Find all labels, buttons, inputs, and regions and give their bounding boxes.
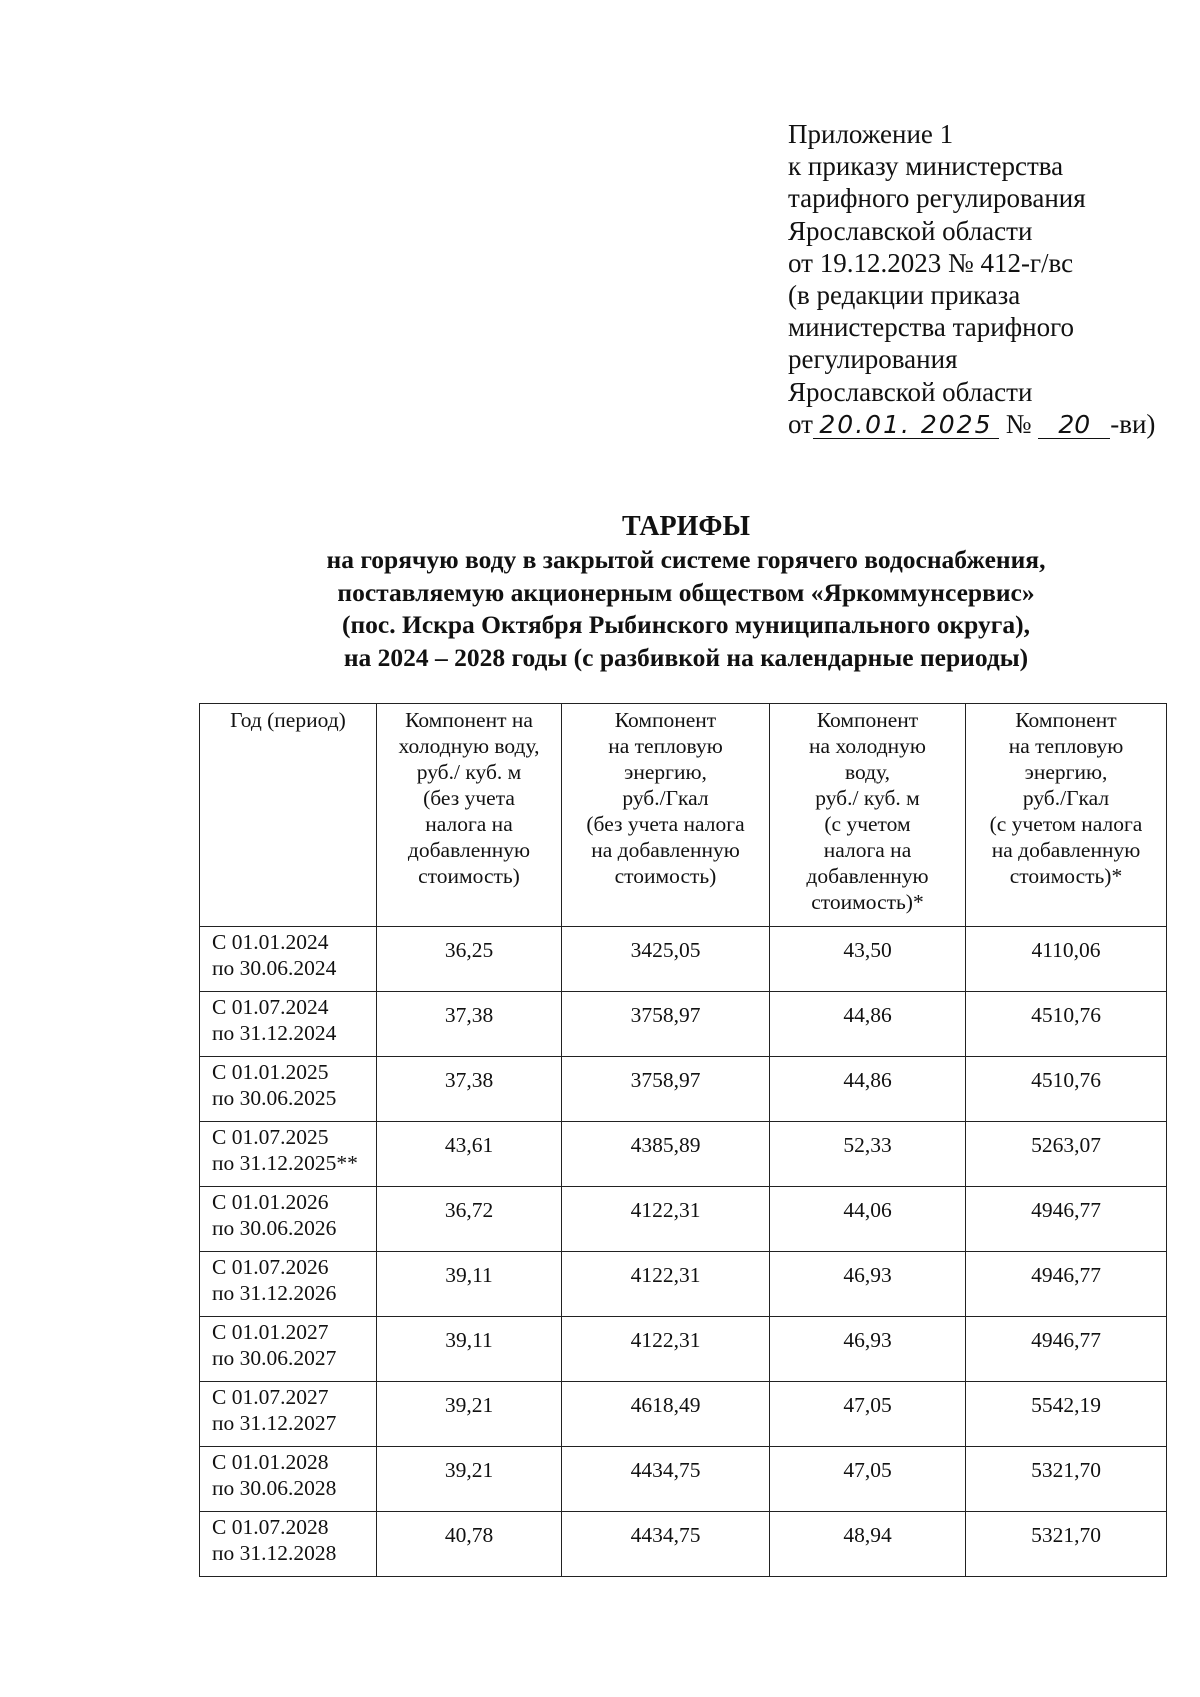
header-line: добавленную bbox=[806, 864, 929, 888]
header-line: добавленную bbox=[407, 838, 531, 862]
period-cell bbox=[200, 1382, 377, 1447]
handwritten-number: 20 bbox=[1038, 412, 1110, 439]
amendment-prefix: от bbox=[788, 408, 813, 439]
period-line: по 31.12.2025** bbox=[212, 1151, 358, 1175]
value-cell: 4110,06 bbox=[966, 927, 1167, 992]
value-cell: 4510,76 bbox=[966, 992, 1167, 1057]
value-cell: 43,50 bbox=[770, 927, 966, 992]
value-cell: 4434,75 bbox=[562, 1512, 770, 1577]
period-line: С 01.07.2028 bbox=[212, 1515, 329, 1539]
value-cell: 36,72 bbox=[377, 1187, 562, 1252]
period-cell bbox=[200, 1512, 377, 1577]
period-line: по 30.06.2027 bbox=[212, 1346, 337, 1370]
value-cell: 46,93 bbox=[770, 1252, 966, 1317]
value-cell: 39,11 bbox=[377, 1317, 562, 1382]
header-line: (с учетом налога bbox=[989, 812, 1143, 836]
period-cell bbox=[200, 1252, 377, 1317]
header-line: воду, bbox=[844, 760, 891, 784]
header-line: (без учета налога bbox=[586, 812, 745, 836]
table-row bbox=[200, 1512, 1167, 1577]
header-line: энергию, bbox=[1024, 760, 1108, 784]
period-line: С 01.07.2026 bbox=[212, 1255, 329, 1279]
header-line: на тепловую bbox=[1008, 734, 1124, 758]
period-line: С 01.07.2027 bbox=[212, 1385, 329, 1409]
appendix-line: тарифного регулирования bbox=[788, 183, 1086, 214]
period-line: С 01.07.2024 bbox=[212, 995, 329, 1019]
value-cell: 46,93 bbox=[770, 1317, 966, 1382]
header-line: (с учетом bbox=[824, 812, 911, 836]
period-line: по 31.12.2026 bbox=[212, 1281, 337, 1305]
period-cell bbox=[200, 992, 377, 1057]
value-cell: 47,05 bbox=[770, 1447, 966, 1512]
period-line: С 01.01.2025 bbox=[212, 1060, 329, 1084]
appendix-line: Ярославской области bbox=[788, 215, 1033, 246]
header-line: руб./ куб. м bbox=[416, 760, 522, 784]
period-cell bbox=[200, 1122, 377, 1187]
handwritten-date: 20.01. 2025 bbox=[813, 412, 999, 439]
header-cold-water-no-vat bbox=[377, 704, 562, 927]
title-line: (пос. Искра Октября Рыбинского муниципального округа), bbox=[342, 610, 1030, 639]
document-title bbox=[200, 510, 1172, 674]
title-line: поставляемую акционерным обществом «Яркоммунсервис» bbox=[337, 577, 1035, 607]
value-cell: 5263,07 bbox=[966, 1122, 1167, 1187]
header-line: энергию, bbox=[624, 760, 707, 784]
header-line: стоимость)* bbox=[811, 890, 924, 914]
table-row bbox=[200, 1122, 1167, 1187]
table-row bbox=[200, 1447, 1167, 1512]
value-cell: 3758,97 bbox=[562, 992, 770, 1057]
appendix-line: Ярославской области bbox=[788, 376, 1033, 407]
value-cell: 36,25 bbox=[377, 927, 562, 992]
value-cell: 44,86 bbox=[770, 992, 966, 1057]
header-line: на холодную bbox=[809, 734, 926, 758]
table-body bbox=[200, 927, 1167, 1577]
header-line: Компонент bbox=[816, 708, 919, 732]
header-line: Компонент bbox=[614, 708, 717, 732]
table-row bbox=[200, 1252, 1167, 1317]
value-cell: 4946,77 bbox=[966, 1252, 1167, 1317]
header-line: руб./Гкал bbox=[622, 786, 709, 810]
table-row bbox=[200, 927, 1167, 992]
title-main: ТАРИФЫ bbox=[622, 511, 750, 542]
header-line: стоимость) bbox=[614, 864, 717, 888]
header-heat-no-vat bbox=[562, 704, 770, 927]
appendix-header bbox=[788, 118, 1155, 440]
period-line: по 30.06.2025 bbox=[212, 1086, 337, 1110]
header-line: (без учета bbox=[423, 786, 515, 810]
header-line: Компонент на bbox=[405, 708, 533, 732]
period-line: С 01.01.2028 bbox=[212, 1450, 329, 1474]
value-cell: 4618,49 bbox=[562, 1382, 770, 1447]
table-row bbox=[200, 992, 1167, 1057]
value-cell: 4385,89 bbox=[562, 1122, 770, 1187]
value-cell: 39,21 bbox=[377, 1447, 562, 1512]
period-cell bbox=[200, 1447, 377, 1512]
value-cell: 37,38 bbox=[377, 1057, 562, 1122]
value-cell: 5321,70 bbox=[966, 1447, 1167, 1512]
header-line: стоимость)* bbox=[1009, 864, 1123, 888]
value-cell: 4122,31 bbox=[562, 1252, 770, 1317]
period-line: по 30.06.2026 bbox=[212, 1216, 337, 1240]
table-row bbox=[200, 1187, 1167, 1252]
value-cell: 4434,75 bbox=[562, 1447, 770, 1512]
table-row bbox=[200, 1382, 1167, 1447]
header-line: холодную воду, bbox=[398, 734, 540, 758]
value-cell: 44,86 bbox=[770, 1057, 966, 1122]
value-cell: 37,38 bbox=[377, 992, 562, 1057]
period-line: по 31.12.2028 bbox=[212, 1541, 337, 1565]
number-sign: № bbox=[1005, 408, 1032, 439]
period-cell bbox=[200, 1057, 377, 1122]
amendment-suffix: -ви) bbox=[1110, 408, 1156, 439]
period-line: С 01.01.2026 bbox=[212, 1190, 329, 1214]
value-cell: 44,06 bbox=[770, 1187, 966, 1252]
value-cell: 47,05 bbox=[770, 1382, 966, 1447]
value-cell: 39,21 bbox=[377, 1382, 562, 1447]
period-line: по 31.12.2024 bbox=[212, 1021, 337, 1045]
table-row bbox=[200, 1057, 1167, 1122]
header-line: налога на bbox=[823, 838, 912, 862]
header-line: руб./Гкал bbox=[1022, 786, 1110, 810]
amendment-line bbox=[788, 408, 1155, 440]
title-line: на горячую воду в закрытой системе горячего водоснабжения, bbox=[326, 545, 1046, 574]
appendix-line: (в редакции приказа bbox=[788, 280, 1021, 311]
tariff-table bbox=[199, 703, 1167, 1577]
header-line: на добавленную bbox=[991, 838, 1141, 862]
value-cell: 4122,31 bbox=[562, 1187, 770, 1252]
header-line: на тепловую bbox=[608, 734, 723, 758]
header-period bbox=[200, 704, 377, 927]
header-heat-vat bbox=[966, 704, 1167, 927]
value-cell: 48,94 bbox=[770, 1512, 966, 1577]
header-line: стоимость) bbox=[418, 864, 520, 888]
value-cell: 4510,76 bbox=[966, 1057, 1167, 1122]
value-cell: 3425,05 bbox=[562, 927, 770, 992]
period-cell bbox=[200, 1187, 377, 1252]
title-line: на 2024 – 2028 годы (с разбивкой на календарные периоды) bbox=[343, 642, 1029, 672]
header-line: руб./ куб. м bbox=[815, 786, 920, 810]
header-line: налога на bbox=[425, 812, 513, 836]
period-line: по 31.12.2027 bbox=[212, 1411, 337, 1435]
value-cell: 40,78 bbox=[377, 1512, 562, 1577]
period-cell bbox=[200, 1317, 377, 1382]
header-line: Компонент bbox=[1015, 708, 1117, 732]
table-row bbox=[200, 1317, 1167, 1382]
table-header-row bbox=[200, 704, 1167, 927]
header-line: на добавленную bbox=[591, 838, 740, 862]
value-cell: 39,11 bbox=[377, 1252, 562, 1317]
appendix-line: от 19.12.2023 № 412-г/вс bbox=[788, 247, 1074, 278]
value-cell: 3758,97 bbox=[562, 1057, 770, 1122]
value-cell: 5321,70 bbox=[966, 1512, 1167, 1577]
period-line: по 30.06.2028 bbox=[212, 1476, 337, 1500]
period-cell bbox=[200, 927, 377, 992]
appendix-line: министерства тарифного bbox=[788, 312, 1075, 343]
period-line: С 01.01.2027 bbox=[212, 1320, 329, 1344]
appendix-line: Приложение 1 bbox=[788, 119, 954, 149]
value-cell: 43,61 bbox=[377, 1122, 562, 1187]
period-line: С 01.07.2025 bbox=[212, 1125, 329, 1149]
value-cell: 5542,19 bbox=[966, 1382, 1167, 1447]
period-line: С 01.01.2024 bbox=[212, 930, 329, 954]
value-cell: 52,33 bbox=[770, 1122, 966, 1187]
appendix-line: регулирования bbox=[788, 344, 958, 375]
appendix-line: к приказу министерства bbox=[788, 151, 1064, 182]
value-cell: 4946,77 bbox=[966, 1317, 1167, 1382]
header-line: Год (период) bbox=[230, 708, 346, 732]
value-cell: 4122,31 bbox=[562, 1317, 770, 1382]
value-cell: 4946,77 bbox=[966, 1187, 1167, 1252]
period-line: по 30.06.2024 bbox=[212, 956, 337, 980]
header-cold-water-vat bbox=[770, 704, 966, 927]
